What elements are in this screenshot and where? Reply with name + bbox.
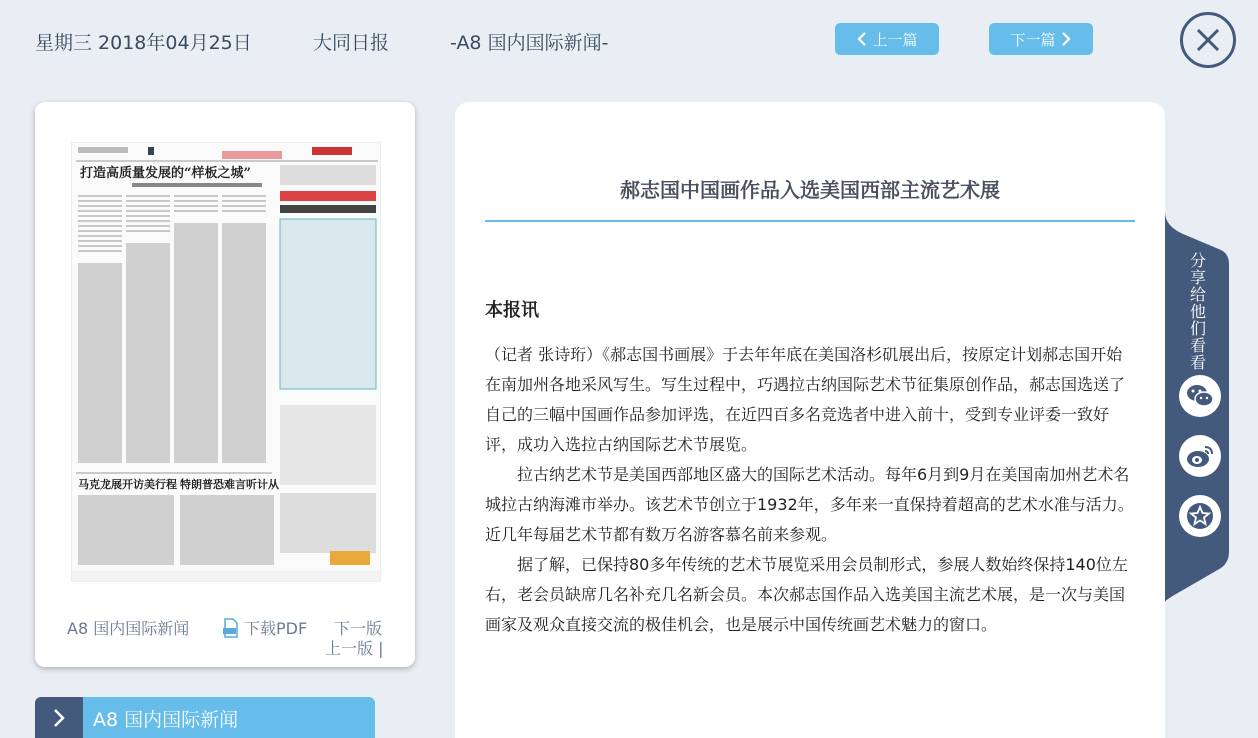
chevron-right-icon xyxy=(52,708,66,728)
download-pdf-label: 下载PDF xyxy=(244,619,308,638)
next-article-button[interactable] xyxy=(989,23,1093,55)
header-bar xyxy=(0,0,1258,80)
previous-page-link[interactable]: 上一版 | xyxy=(325,639,384,658)
section-tab-toggle xyxy=(35,697,83,738)
next-page-link[interactable]: 下一版 xyxy=(334,619,383,638)
title-divider xyxy=(485,220,1135,222)
thumb-headline-3: 特朗普恐难言听计从 xyxy=(180,478,279,491)
section-tab[interactable] xyxy=(35,697,375,738)
chevron-right-icon xyxy=(1060,31,1072,47)
previous-article-button[interactable] xyxy=(835,23,939,55)
article-paragraph: 拉古纳艺术节是美国西部地区盛大的国际艺术活动。每年6月到9月在美国南加州艺术名城拉古纳海滩市举办。该艺术节创立于1932年，多年来一直保持着超高的艺术水准与活力。近几年每届艺术节都有数万名游客慕名前来参观。 xyxy=(485,465,1134,544)
current-section: -A8 国内国际新闻- xyxy=(450,32,609,54)
newspaper-name: 大同日报 xyxy=(313,32,390,54)
section-tab-label: A8 国内国际新闻 xyxy=(93,709,239,731)
favorite-icon xyxy=(1185,501,1215,531)
share-weibo-button[interactable] xyxy=(1179,435,1221,477)
share-panel xyxy=(1165,212,1229,602)
close-icon xyxy=(1194,26,1222,54)
page-thumbnail-card xyxy=(35,102,415,667)
wechat-icon xyxy=(1185,383,1215,409)
share-label: 分享给他们看看 xyxy=(1189,251,1206,372)
share-favorite-button[interactable] xyxy=(1179,495,1221,537)
next-article-label: 下一篇 xyxy=(1010,30,1056,49)
chevron-left-icon xyxy=(856,31,868,47)
article-paragraph: （记者 张诗珩）《郝志国书画展》于去年年底在美国洛杉矶展出后，按原定计划郝志国开始在南加州各地采风写生。写生过程中，巧遇拉古纳国际艺术节征集原创作品，郝志国选送了自己的三幅中国画作品参加评选，在近四百多名竞选者中进入前十，受到专业评委一致好评，成功入选拉古纳国际艺术节展览。 xyxy=(485,345,1126,454)
article-title: 郝志国中国画作品入选美国西部主流艺术展 xyxy=(620,178,1000,202)
newspaper-page-thumbnail[interactable] xyxy=(71,142,381,582)
share-wechat-button[interactable] xyxy=(1179,375,1221,417)
article-card xyxy=(455,102,1165,738)
close-button[interactable] xyxy=(1180,12,1236,68)
thumb-headline-1: 打造高质量发展的“样板之城” xyxy=(80,166,251,181)
article-source: 本报讯 xyxy=(485,300,539,321)
thumbnail-section-label: A8 国内国际新闻 xyxy=(67,619,190,638)
download-pdf-link[interactable] xyxy=(222,616,307,639)
pdf-icon xyxy=(222,618,240,638)
thumbnail-footer xyxy=(35,614,415,664)
thumb-headline-2: 马克龙展开访美行程 xyxy=(78,478,177,491)
article-body xyxy=(485,340,1135,640)
previous-article-label: 上一篇 xyxy=(872,30,918,49)
issue-date: 星期三 2018年04月25日 xyxy=(35,32,252,54)
newspaper-page-image xyxy=(72,143,381,582)
article-paragraph: 据了解，已保持80多年传统的艺术节展览采用会员制形式，参展人数始终保持140位左右，老会员缺席几名补充几名新会员。本次郝志国作品入选美国主流艺术展，是一次与美国画家及观众直接交流的极佳机会，也是展示中国传统画艺术魅力的窗口。 xyxy=(485,555,1128,634)
weibo-icon xyxy=(1185,443,1215,469)
